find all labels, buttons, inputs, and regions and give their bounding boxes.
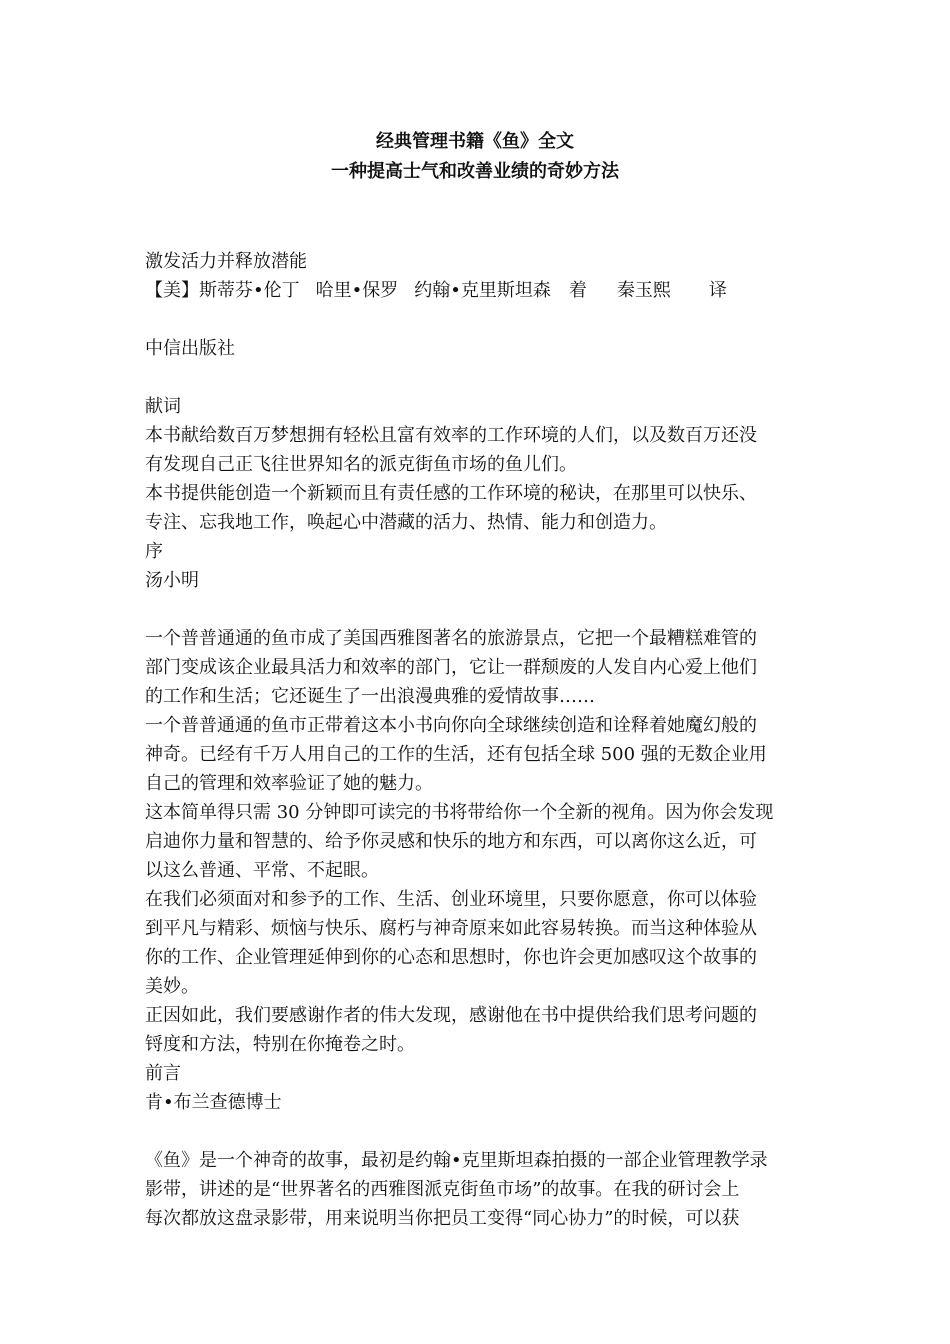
credit-author-2: 哈里•保罗	[315, 280, 399, 301]
publisher: 中信出版社	[145, 338, 235, 359]
preface-line: 神奇。已经有千万人用自己的工作的生活，还有包括全球 500 强的无数企业用	[145, 744, 767, 765]
preface-line: 在我们必须面对和参予的工作、生活、创业环境里，只要你愿意，你可以体验	[145, 889, 757, 910]
spacer	[145, 363, 805, 392]
preface-line: 锊度和方法，特别在你掩卷之时。	[145, 1034, 415, 1055]
preface-line: 美妙。	[145, 976, 199, 997]
preface-line: 一个普普通通的鱼市正带着这本小书向你向全球继续创造和诠释着她魔幻般的	[145, 715, 757, 736]
foreword-line: 影带，讲述的是“世界著名的西雅图派克街鱼市场”的故事。在我的研讨会上	[145, 1179, 740, 1200]
preface-heading: 序	[145, 541, 163, 562]
document-page	[145, 127, 805, 1233]
document-body	[145, 247, 805, 1233]
preface-line: 自己的管理和效率验证了她的魅力。	[145, 773, 433, 794]
preface-line: 部门变成该企业最具活力和效率的部门，它让一群颓废的人发自内心爱上他们	[145, 657, 757, 678]
preface-line: 你的工作、企业管理延伸到你的心态和思想时，你也许会更加感叹这个故事的	[145, 947, 757, 968]
title-block	[145, 127, 805, 187]
spacer	[145, 187, 805, 247]
spacer	[145, 305, 805, 334]
credit-origin: 【美】	[145, 280, 199, 301]
foreword-author: 肯•布兰查德博士	[145, 1092, 282, 1113]
dedication-line: 专注、忘我地工作，唤起心中潜藏的活力、热情、能力和创造力。	[145, 512, 667, 533]
preface-author: 汤小明	[145, 570, 199, 591]
dedication-heading: 献词	[145, 396, 181, 417]
credit-author-1: 斯蒂芬•伦丁	[199, 280, 300, 301]
credit-line	[145, 276, 805, 305]
preface-line: 启迪你力量和智慧的、给予你灵感和快乐的地方和东西，可以离你这么近，可	[145, 831, 757, 852]
preface-line: 的工作和生活；它还诞生了一出浪漫典雅的爱情故事……	[145, 686, 595, 707]
credit-author-3: 约翰•克里斯坦森	[414, 280, 551, 301]
dedication-line: 本书提供能创造一个新颖而且有责任感的工作环境的秘诀，在那里可以快乐、	[145, 483, 757, 504]
credit-role-translator: 译	[708, 280, 727, 301]
foreword-heading: 前言	[145, 1063, 181, 1084]
preface-line: 到平凡与精彩、烦恼与快乐、腐朽与神奇原来如此容易转换。而当这种体验从	[145, 918, 757, 939]
dedication-line: 本书献给数百万梦想拥有轻松且富有效率的工作环境的人们，以及数百万还没	[145, 425, 757, 446]
preface-line: 一个普普通通的鱼市成了美国西雅图著名的旅游景点，它把一个最糟糕难管的	[145, 628, 757, 649]
foreword-line: 每次都放这盘录影带，用来说明当你把员工变得“同心协力”的时候，可以获	[145, 1208, 740, 1229]
document-subtitle-heading: 一种提高士气和改善业绩的奇妙方法	[331, 161, 619, 182]
foreword-line: 《鱼》是一个神奇的故事，最初是约翰•克里斯坦森拍摄的一部企业管理教学录	[145, 1150, 768, 1171]
tagline: 激发活力并释放潜能	[145, 251, 307, 272]
spacer	[145, 595, 805, 624]
preface-line: 正因如此，我们要感谢作者的伟大发现，感谢他在书中提供给我们思考问题的	[145, 1005, 757, 1026]
spacer	[145, 1117, 805, 1146]
credit-translator: 秦玉熙	[616, 280, 671, 301]
preface-line: 这本简单得只需 30 分钟即可读完的书将带给你一个全新的视角。因为你会发现	[145, 802, 774, 823]
document-title: 经典管理书籍《鱼》全文	[376, 131, 574, 152]
credit-role-author: 着	[568, 280, 587, 301]
preface-line: 以这么普通、平常、不起眼。	[145, 860, 379, 881]
dedication-line: 有发现自己正飞往世界知名的派克街鱼市场的鱼儿们。	[145, 454, 577, 475]
